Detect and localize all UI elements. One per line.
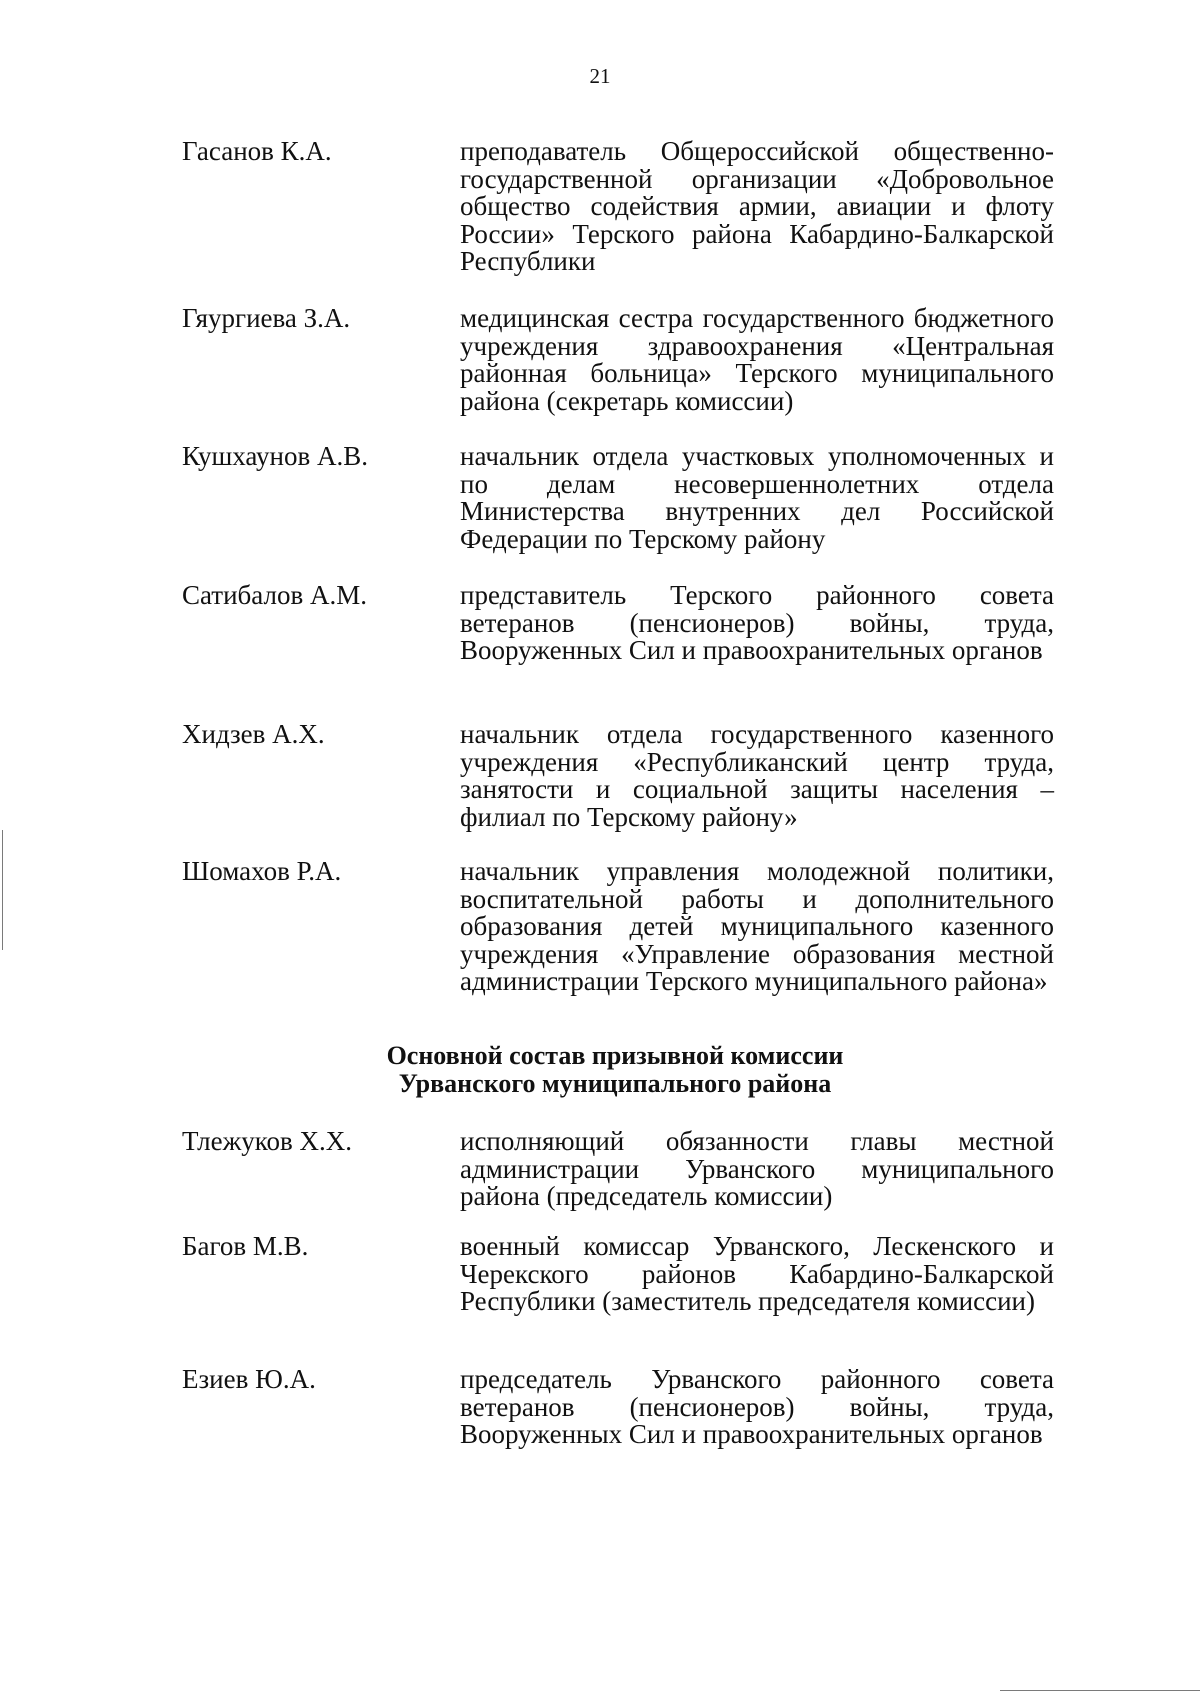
member-position: военный комиссар Урванского, Лескенского и Черекского районов Кабардино-Балкарской Республики (заместитель председателя комиссии) xyxy=(460,1231,1054,1317)
member-entry xyxy=(182,305,1054,415)
member-entry xyxy=(182,1128,1054,1211)
member-entry xyxy=(182,443,1054,553)
member-position: медицинская сестра государственного бюджетного учреждения здравоохранения «Центральная районная больница» Терского муниципального района (секретарь комиссии) xyxy=(460,303,1054,416)
member-position: начальник отдела государственного казенного учреждения «Республиканский центр труда, занятости и социальной защиты населения – филиал по Терскому району» xyxy=(460,719,1054,832)
member-name: Багов М.В. xyxy=(182,1231,309,1261)
member-name: Кушхаунов А.В. xyxy=(182,441,368,471)
member-entry xyxy=(182,858,1054,996)
section-heading xyxy=(0,1042,1200,1098)
member-name: Тлежуков Х.Х. xyxy=(182,1126,353,1156)
member-position: председатель Урванского районного совета ветеранов (пенсионеров) войны, труда, Вооруженных Сил и правоохранительных органов xyxy=(460,1364,1054,1450)
member-position: представитель Терского районного совета ветеранов (пенсионеров) войны, труда, Вооруженных Сил и правоохранительных органов xyxy=(460,580,1054,666)
member-name: Сатибалов А.М. xyxy=(182,580,367,610)
page-number: 21 xyxy=(589,64,611,88)
scan-edge-mark xyxy=(1000,1690,1200,1691)
member-entry xyxy=(182,582,1054,665)
scan-edge-mark xyxy=(2,830,3,950)
member-position: преподаватель Общероссийской общественно-государственной организации «Добровольное общество содействия армии, авиации и флоту России» Терского района Кабардино-Балкарской Республики xyxy=(460,136,1054,277)
member-entry xyxy=(182,1233,1054,1316)
section-heading-line: Урванского муниципального района xyxy=(398,1069,832,1098)
member-position: начальник отдела участковых уполномоченных и по делам несовершеннолетних отдела Министерства внутренних дел Российской Федерации по Терскому району xyxy=(460,441,1054,554)
member-name: Хидзев А.Х. xyxy=(182,719,325,749)
member-entry xyxy=(182,138,1054,276)
member-entry xyxy=(182,721,1054,831)
section-heading-line: Основной состав призывной комиссии xyxy=(386,1041,844,1070)
member-name: Шомахов Р.А. xyxy=(182,856,342,886)
member-entry xyxy=(182,1366,1054,1449)
member-position: начальник управления молодежной политики, воспитательной работы и дополнительного образования детей муниципального казенного учреждения «Управление образования местной администрации Терского муниципального района» xyxy=(460,856,1054,997)
member-name: Езиев Ю.А. xyxy=(182,1364,316,1394)
member-name: Гасанов К.А. xyxy=(182,136,332,166)
member-position: исполняющий обязанности главы местной администрации Урванского муниципального района (председатель комиссии) xyxy=(460,1126,1054,1212)
member-name: Гяургиева З.А. xyxy=(182,303,351,333)
